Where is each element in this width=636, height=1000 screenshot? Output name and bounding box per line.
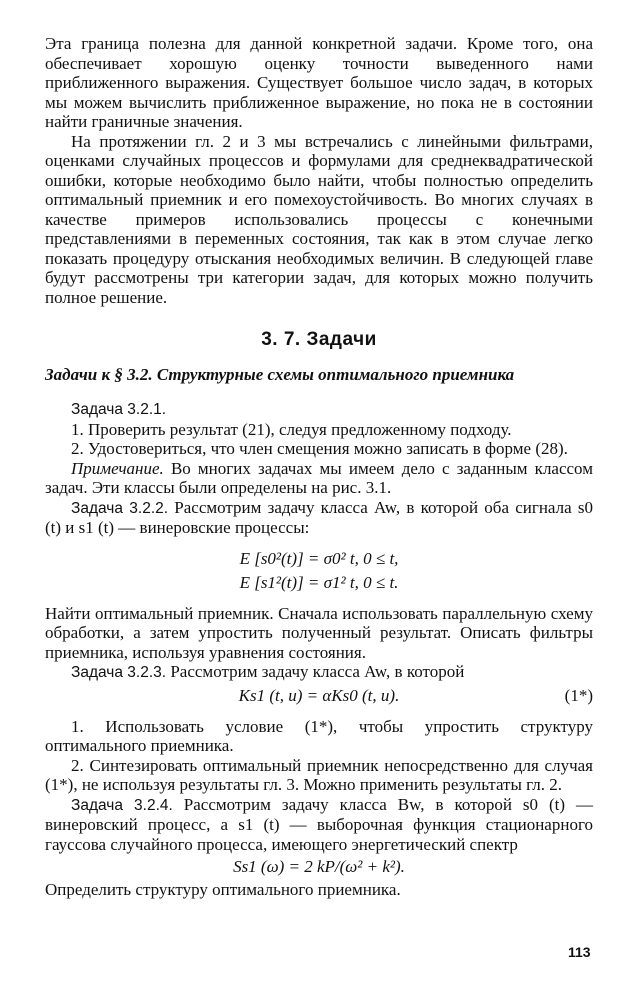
task-3-2-2 [45, 498, 593, 538]
task-label: Задача 3.2.1. [71, 401, 167, 418]
task-3-2-1-item-2: 2. Удостовериться, что член смещения можно записать в форме (28). [71, 439, 568, 458]
task-3-2-4-continuation: Определить структуру оптимального приемника. [45, 880, 401, 899]
task-3-2-1-note [45, 459, 593, 498]
task-3-2-3 [45, 662, 593, 683]
formula-kernel-proportional [45, 685, 593, 707]
paragraph-2: На протяжении гл. 2 и 3 мы встречались с линейными фильтрами, оценками случайных процессов и формулами для среднеквадратической ошибки, которые необходимо было найти, чтобы полностью определить оптимальный приемник и его помехоустойчивость. Во многих случаях в качестве примеров использовались процессы с конечными представлениями в переменных состояния, так как в этом случае легко показать процедуру отыскания необходимых величин. В следующей главе будут рассмотрены три категории задач, для которых можно получить полное решение. [45, 131, 593, 307]
task-3-2-2-continuation: Найти оптимальный приемник. Сначала использовать параллельную схему обработки, а затем упростить полученный результат. Описать фильтры приемника, используя уравнения состояния. [45, 603, 593, 662]
task-label: Задача 3.2.2. [71, 499, 169, 517]
task-text: Рассмотрим задачу класса Aw, в которой оба сигнала s0 (t) и s1 (t) — винеровские процессы: [45, 497, 593, 537]
formula-energy-spectrum: Ss1 (ω) = 2 kP/(ω² + k²). [233, 857, 405, 876]
paragraph-1: Эта граница полезна для данной конкретной задачи. Кроме того, она обеспечивает хорошую оценку точности выведенного нами приближенного выражения. Существует большое число задач, в которых мы можем вычислить приближенное выражение, но пока не в состоянии найти граничные значения. [45, 34, 593, 131]
section-title: 3. 7. Задачи [261, 329, 377, 350]
note-label: Примечание. [71, 458, 164, 478]
formula-wiener-s0: E [s0²(t)] = σ0² t, 0 ≤ t, [239, 548, 399, 568]
task-3-2-4 [45, 795, 593, 855]
task-3-2-3-item-1: 1. Использовать условие (1*), чтобы упростить структуру оптимального приемника. [45, 716, 593, 755]
formula-text: Ks1 (t, u) = αKs0 (t, u). [238, 685, 400, 705]
task-label: Задача 3.2.3. [71, 664, 167, 681]
task-3-2-1-item-1: 1. Проверить результат (21), следуя предложенному подходу. [71, 419, 512, 439]
task-3-2-3-item-2: 2. Синтезировать оптимальный приемник непосредственно для случая (1*), не используя результаты гл. 3. Можно применить результаты гл. 2. [45, 755, 593, 794]
task-text: Рассмотрим задачу класса Bw, в которой s0 (t) — винеровский процесс, а s1 (t) — выборочная функция стационарного гауссова случайного процесса, имеющего энергетический спектр [45, 794, 594, 854]
task-label: Задача 3.2.4. [71, 796, 173, 814]
task-3-2-1-label [45, 399, 593, 420]
equation-number: (1*) [564, 685, 593, 705]
note-text: Во многих задачах мы имеем дело с заданным классом задач. Эти классы были определены на рис. 3.1. [45, 458, 593, 497]
task-text: Рассмотрим задачу класса Aw, в которой [166, 662, 465, 681]
subsection-title: Задачи к § 3.2. Структурные схемы оптимального приемника [45, 365, 515, 384]
page-number: 113 [568, 944, 591, 960]
formula-wiener-s1: E [s1²(t)] = σ1² t, 0 ≤ t. [239, 572, 399, 592]
page-body [45, 34, 593, 900]
